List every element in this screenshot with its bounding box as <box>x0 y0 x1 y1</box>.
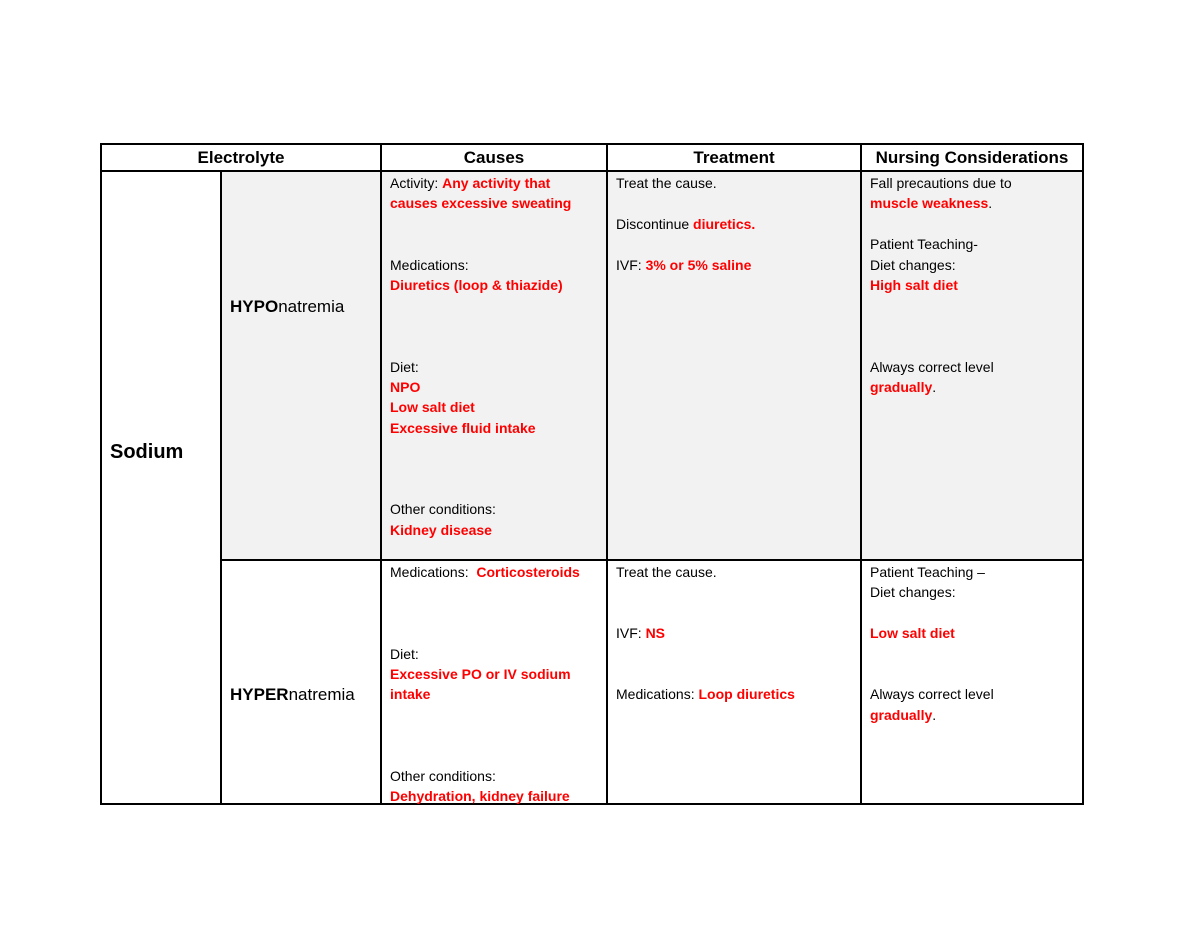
correct-value: gradually <box>870 379 933 395</box>
ivf-label: IVF: <box>616 625 646 642</box>
correct-value-line <box>870 705 1082 725</box>
hypo-medications-value: Diuretics (loop & thiazide) <box>390 277 563 293</box>
activity-value-2: causes excessive sweating <box>390 195 572 212</box>
fall-value-line <box>870 193 1082 213</box>
hypo-prefix: HYPO <box>230 297 279 316</box>
ivf-label: IVF: <box>616 256 646 273</box>
period: . <box>988 195 993 212</box>
hyper-medications-value: Corticosteroids <box>476 564 580 580</box>
hypo-medications-label: Medications: <box>390 256 469 273</box>
treat-medications-label: Medications: <box>616 686 699 703</box>
diet-changes: Diet changes: <box>870 256 956 273</box>
period: . <box>932 706 937 723</box>
hyper-nursing <box>862 561 1082 725</box>
hypo-diet-value: NPO <box>390 378 421 395</box>
column-divider-1 <box>220 171 222 803</box>
hypo-treat-cause: Treat the cause. <box>616 175 717 191</box>
ivf-value: NS <box>645 625 666 642</box>
ivf-value: 3% or 5% saline <box>645 256 752 273</box>
correct-value: gradually <box>870 706 933 723</box>
hyper-diet-value: intake <box>390 686 431 703</box>
fall-precautions: Fall precautions due to <box>870 175 1012 191</box>
teaching-value: High salt diet <box>870 277 958 294</box>
correct-level: Always correct level <box>870 686 994 703</box>
hypernatremia-label <box>230 685 355 705</box>
electrolyte-name: Sodium <box>110 441 184 463</box>
hyper-other-value: Dehydration, kidney failure <box>390 788 570 805</box>
hypo-nursing <box>862 172 1082 397</box>
hyponatremia-label <box>230 297 344 317</box>
correct-level: Always correct level <box>870 358 994 375</box>
hyper-medications-treatment-line <box>616 684 860 704</box>
discontinue-label: Discontinue <box>616 215 694 232</box>
electrolyte-table <box>100 143 1084 805</box>
hypo-other-label: Other conditions: <box>390 501 496 518</box>
hyper-causes <box>382 561 606 807</box>
header-treatment: Treatment <box>693 148 775 167</box>
hyper-other-label: Other conditions: <box>390 767 496 784</box>
hypo-ivf-line <box>616 255 860 275</box>
hyper-treatment <box>608 561 860 705</box>
hypo-treatment <box>608 172 860 275</box>
diet-changes: Diet changes: <box>870 584 956 601</box>
hypo-diet-label: Diet: <box>390 358 419 375</box>
treat-medications-value: Loop diuretics <box>698 686 795 703</box>
header-nursing: Nursing Considerations <box>875 148 1069 167</box>
hypo-suffix: natremia <box>278 297 345 316</box>
hyper-medications-label: Medications: <box>390 564 477 580</box>
hyper-ivf-line <box>616 623 860 643</box>
correct-value-line <box>870 377 1082 397</box>
fall-value: muscle weakness <box>870 195 989 212</box>
hyper-medications-line <box>390 562 606 582</box>
activity-label: Activity: <box>390 175 443 191</box>
hyper-suffix: natremia <box>288 685 355 704</box>
hyper-treat-cause: Treat the cause. <box>616 564 717 580</box>
hypo-causes <box>382 172 606 540</box>
discontinue-value: diuretics. <box>693 215 756 232</box>
hypo-diet-value: Low salt diet <box>390 399 475 416</box>
activity-value-1: Any activity that <box>442 175 551 191</box>
hyper-prefix: HYPER <box>230 685 289 704</box>
patient-teaching: Patient Teaching- <box>870 236 978 253</box>
hypo-other-value: Kidney disease <box>390 521 492 538</box>
hypo-discontinue-line <box>616 214 860 234</box>
header-electrolyte: Electrolyte <box>197 148 285 167</box>
hypo-diet-value: Excessive fluid intake <box>390 419 536 436</box>
hyper-diet-label: Diet: <box>390 645 419 662</box>
period: . <box>932 379 937 395</box>
teaching-value: Low salt diet <box>870 625 955 642</box>
header-causes: Causes <box>463 148 525 167</box>
patient-teaching: Patient Teaching – <box>870 564 985 580</box>
hypo-activity-line <box>390 173 606 193</box>
hyper-diet-value: Excessive PO or IV sodium <box>390 665 571 682</box>
